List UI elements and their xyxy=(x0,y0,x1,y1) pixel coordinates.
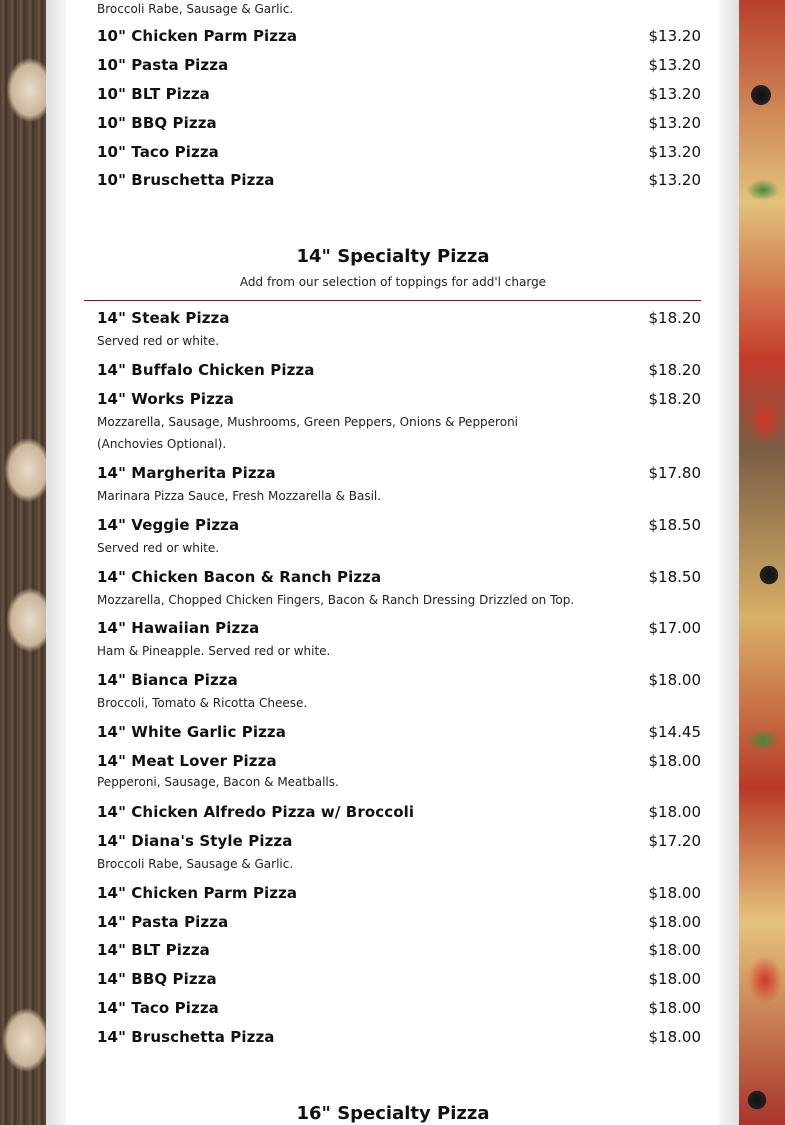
item-name: 14" BBQ Pizza xyxy=(97,970,217,988)
item-name: 10" Taco Pizza xyxy=(97,143,219,161)
item-name: 14" Bruschetta Pizza xyxy=(97,1028,275,1046)
item-price: $13.20 xyxy=(648,171,701,189)
panel-fade-left xyxy=(46,0,66,1125)
menu-item[interactable] xyxy=(97,912,701,932)
menu-item[interactable] xyxy=(97,360,701,380)
item-name: 14" Steak Pizza xyxy=(97,309,230,327)
item-description: Pepperoni, Sausage, Bacon & Meatballs. xyxy=(97,775,339,789)
section-title: 16" Specialty Pizza xyxy=(296,1103,490,1124)
item-price: $18.20 xyxy=(648,390,701,408)
menu-item[interactable] xyxy=(97,1027,701,1047)
item-price: $18.20 xyxy=(648,309,701,327)
menu-item[interactable] xyxy=(97,567,701,611)
item-price: $17.20 xyxy=(648,832,701,850)
item-description: Mozzarella, Sausage, Mushrooms, Green Peppers, Onions & Pepperoni (Anchovies Optional). xyxy=(97,415,519,451)
item-description: Mozzarella, Chopped Chicken Fingers, Bacon & Ranch Dressing Drizzled on Top. xyxy=(97,593,575,607)
item-name: 14" Meat Lover Pizza xyxy=(97,752,277,770)
menu-item[interactable] xyxy=(97,722,701,742)
item-price: $14.45 xyxy=(648,723,701,741)
item-name: 14" Diana's Style Pizza xyxy=(97,832,293,850)
background-pizza-image xyxy=(739,0,785,1125)
item-price: $18.20 xyxy=(648,361,701,379)
item-name: 10" Bruschetta Pizza xyxy=(97,171,275,189)
menu-item[interactable] xyxy=(97,308,701,352)
section-subtitle: Add from our selection of toppings for add'l charge xyxy=(239,275,547,289)
background-wood-mushrooms xyxy=(0,0,46,1125)
item-price: $13.20 xyxy=(648,27,701,45)
menu-item[interactable] xyxy=(97,26,701,46)
item-name: 10" BLT Pizza xyxy=(97,85,210,103)
menu-item[interactable] xyxy=(97,463,701,507)
item-description: Served red or white. xyxy=(97,541,220,555)
section-title: 14" Specialty Pizza xyxy=(296,246,490,267)
item-price: $13.20 xyxy=(648,114,701,132)
item-name: 14" Margherita Pizza xyxy=(97,464,276,482)
item-price: $18.00 xyxy=(648,884,701,902)
menu-item[interactable] xyxy=(97,670,701,714)
menu-item[interactable] xyxy=(97,751,701,793)
item-description: Marinara Pizza Sauce, Fresh Mozzarella & Basil. xyxy=(97,489,382,503)
item-price: $13.20 xyxy=(648,56,701,74)
item-name: 14" Hawaiian Pizza xyxy=(97,619,260,637)
item-name: 14" Works Pizza xyxy=(97,390,234,408)
item-description: Served red or white. xyxy=(97,334,220,348)
section-divider xyxy=(84,300,701,301)
item-price: $13.20 xyxy=(648,143,701,161)
item-price: $18.00 xyxy=(648,970,701,988)
menu-item[interactable] xyxy=(97,998,701,1018)
item-name: 14" Bianca Pizza xyxy=(97,671,238,689)
menu-item[interactable] xyxy=(97,883,701,903)
item-price: $18.00 xyxy=(648,999,701,1017)
item-name: 14" Pasta Pizza xyxy=(97,913,229,931)
menu-item[interactable] xyxy=(97,802,701,822)
menu-item[interactable] xyxy=(97,142,701,162)
item-description: Broccoli, Tomato & Ricotta Cheese. xyxy=(97,696,308,710)
item-price: $18.00 xyxy=(648,671,701,689)
menu-item[interactable] xyxy=(97,113,701,133)
menu-item[interactable] xyxy=(97,84,701,104)
item-name: 14" Veggie Pizza xyxy=(97,516,240,534)
item-description: Ham & Pineapple. Served red or white. xyxy=(97,644,331,658)
menu-item[interactable] xyxy=(97,618,701,662)
item-price: $17.80 xyxy=(648,464,701,482)
item-price: $18.00 xyxy=(648,752,701,770)
item-name: 10" BBQ Pizza xyxy=(97,114,217,132)
menu-item[interactable] xyxy=(97,389,701,455)
menu-item[interactable] xyxy=(97,940,701,960)
menu-item[interactable] xyxy=(97,831,701,875)
item-name: 14" Taco Pizza xyxy=(97,999,219,1017)
item-name: 14" Chicken Bacon & Ranch Pizza xyxy=(97,568,382,586)
item-name: 10" Chicken Parm Pizza xyxy=(97,27,298,45)
item-price: $13.20 xyxy=(648,85,701,103)
item-name: 14" BLT Pizza xyxy=(97,941,210,959)
item-name: 14" Buffalo Chicken Pizza xyxy=(97,361,315,379)
item-price: $18.00 xyxy=(648,913,701,931)
item-name: 14" Chicken Parm Pizza xyxy=(97,884,298,902)
item-price: $18.50 xyxy=(648,568,701,586)
item-price: $18.00 xyxy=(648,1028,701,1046)
item-name: 14" White Garlic Pizza xyxy=(97,723,286,741)
item-description: Broccoli Rabe, Sausage & Garlic. xyxy=(97,2,294,16)
item-price: $18.00 xyxy=(648,803,701,821)
menu-item[interactable] xyxy=(97,55,701,75)
item-price: $18.50 xyxy=(648,516,701,534)
menu-item[interactable] xyxy=(97,170,701,190)
item-name: 10" Pasta Pizza xyxy=(97,56,229,74)
item-description: Broccoli Rabe, Sausage & Garlic. xyxy=(97,857,294,871)
item-name: 14" Chicken Alfredo Pizza w/ Broccoli xyxy=(97,803,415,821)
menu-item[interactable] xyxy=(97,515,701,559)
menu-item[interactable] xyxy=(97,969,701,989)
item-price: $17.00 xyxy=(648,619,701,637)
panel-fade-right xyxy=(719,0,739,1125)
item-price: $18.00 xyxy=(648,941,701,959)
